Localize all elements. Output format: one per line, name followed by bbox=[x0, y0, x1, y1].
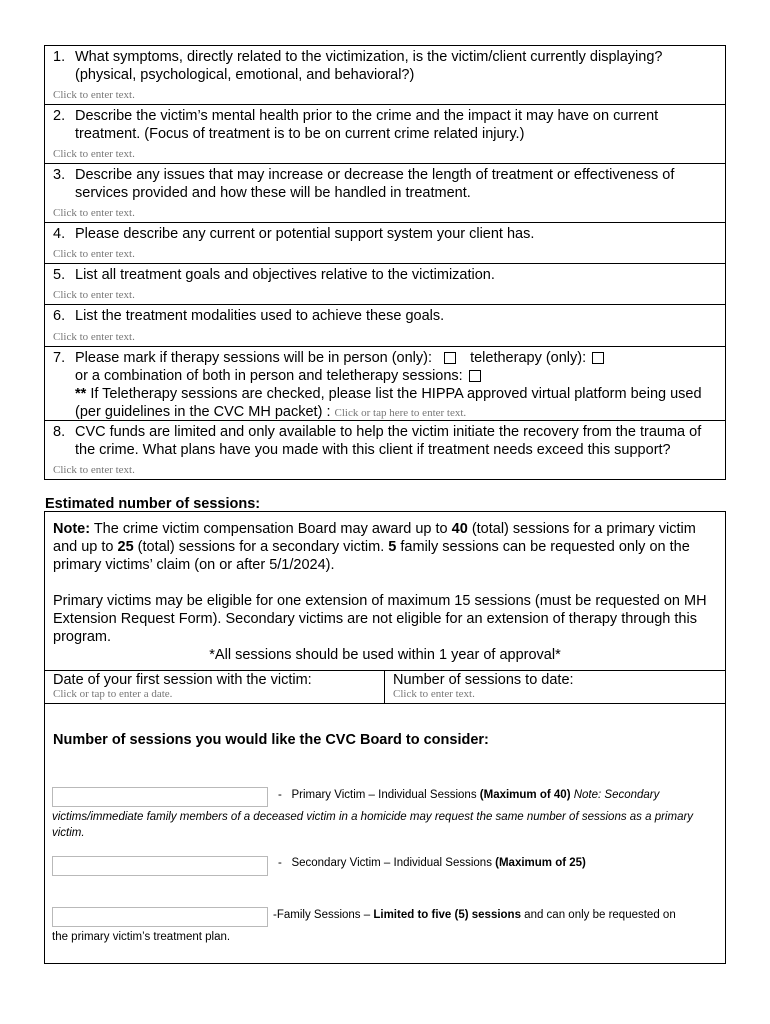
family-label-continued: the primary victim’s treatment plan. bbox=[52, 931, 231, 943]
question-text-teletherapy: teletherapy (only): bbox=[470, 350, 587, 366]
question-number: 1. bbox=[53, 49, 66, 65]
question-text: Describe the victim’s mental health prior to the crime and the impact it may have on current treatment. (Focus of treatment is to be on current crime related injury.) bbox=[75, 108, 659, 142]
family-label-text: and can only be requested on bbox=[520, 909, 676, 921]
family-sessions-label bbox=[273, 907, 676, 923]
question-row-3 bbox=[45, 164, 725, 223]
combination-checkbox[interactable] bbox=[469, 370, 481, 382]
question-row-8 bbox=[45, 421, 725, 479]
sessions-to-date-field[interactable]: Click to enter text. bbox=[393, 688, 475, 700]
question-text: Please describe any current or potential support system your client has. bbox=[75, 226, 535, 242]
answer-field-2[interactable]: Click to enter text. bbox=[53, 148, 135, 160]
question-row-6 bbox=[45, 305, 725, 347]
primary-note-continued: victims/immediate family members of a deceased victim in a homicide may request the same number of sessions as a primary victim. bbox=[52, 811, 694, 839]
answer-field-1[interactable]: Click to enter text. bbox=[53, 89, 135, 101]
question-text: CVC funds are limited and only available to help the victim initiate the recovery from the trauma of the crime. What plans have you made with this client if treatment needs exceed this support? bbox=[75, 424, 702, 458]
secondary-maximum: (Maximum of 25) bbox=[495, 857, 586, 869]
family-sessions-input[interactable] bbox=[52, 907, 268, 927]
first-session-label: Date of your first session with the victim: bbox=[53, 672, 312, 688]
question-text-in-person: Please mark if therapy sessions will be in person (only): bbox=[75, 350, 433, 366]
question-text: Describe any issues that may increase or decrease the length of treatment or effectiveness of services provided and how these will be handled in treatment. bbox=[75, 167, 675, 201]
primary-maximum: (Maximum of 40) bbox=[479, 789, 571, 801]
question-text: List all treatment goals and objectives relative to the victimization. bbox=[75, 267, 495, 283]
note-text: (total) sessions for a secondary victim. bbox=[133, 539, 389, 555]
dash: - bbox=[273, 909, 277, 921]
platform-field[interactable]: Click or tap here to enter text. bbox=[334, 407, 467, 419]
question-row-1 bbox=[45, 46, 725, 105]
question-number: 4. bbox=[53, 226, 66, 242]
question-number: 2. bbox=[53, 108, 66, 124]
note-max-family: 5 bbox=[388, 539, 397, 555]
question-text-platform: If Teletherapy sessions are checked, please list the HIPPA approved virtual platform being used (per guidelines in the CVC MH packet) : bbox=[75, 386, 702, 420]
family-label-text: Family Sessions – bbox=[276, 909, 374, 921]
question-number: 3. bbox=[53, 167, 66, 183]
question-row-5 bbox=[45, 264, 725, 305]
answer-field-6[interactable]: Click to enter text. bbox=[53, 331, 135, 343]
in-person-checkbox[interactable] bbox=[444, 352, 456, 364]
sessions-box bbox=[44, 511, 726, 964]
dash: - bbox=[278, 789, 282, 801]
consider-heading: Number of sessions you would like the CVC Board to consider: bbox=[53, 732, 489, 748]
extension-paragraph: Primary victims may be eligible for one extension of maximum 15 sessions (must be requested on MH Extension Request Form). Secondary victims are not eligible for an extension of therapy through this program. bbox=[53, 593, 707, 645]
primary-sessions-label bbox=[278, 787, 659, 803]
teletherapy-checkbox[interactable] bbox=[592, 352, 604, 364]
questions-table bbox=[44, 45, 726, 480]
note-text: The crime victim compensation Board may award up to bbox=[90, 521, 452, 537]
answer-field-4[interactable]: Click to enter text. bbox=[53, 248, 135, 260]
note-max-primary: 40 bbox=[451, 521, 468, 537]
secondary-sessions-input[interactable] bbox=[52, 856, 268, 876]
secondary-sessions-label bbox=[278, 855, 586, 871]
primary-sessions-input[interactable] bbox=[52, 787, 268, 807]
sessions-heading: Estimated number of sessions: bbox=[45, 496, 261, 512]
question-number: 8. bbox=[53, 424, 66, 440]
secondary-label-text: Secondary Victim – Individual Sessions bbox=[291, 857, 496, 869]
asterisks: ** bbox=[75, 386, 87, 402]
answer-field-5[interactable]: Click to enter text. bbox=[53, 289, 135, 301]
question-number: 6. bbox=[53, 308, 66, 324]
approval-notice: *All sessions should be used within 1 year of approval* bbox=[209, 647, 561, 663]
note-text: family sessions can be requested only on the primary victims’ claim (on or after 5/1/2024). bbox=[53, 539, 690, 573]
primary-note: Note: Secondary bbox=[570, 789, 660, 801]
note-max-secondary: 25 bbox=[117, 539, 134, 555]
question-text: List the treatment modalities used to achieve these goals. bbox=[75, 308, 445, 324]
question-number: 7. bbox=[53, 350, 66, 366]
sessions-note bbox=[45, 512, 725, 671]
question-text: What symptoms, directly related to the victimization, is the victim/client currently displaying? (physical, psychological, emotional, and behavioral?) bbox=[75, 49, 663, 83]
note-text: (total) sessions for a primary victim and up to bbox=[53, 521, 696, 555]
question-row-4 bbox=[45, 223, 725, 264]
question-text-combination: or a combination of both in person and teletherapy sessions: bbox=[75, 368, 463, 384]
dash: - bbox=[278, 857, 282, 869]
note-label: Note: bbox=[53, 521, 91, 537]
question-row-2 bbox=[45, 105, 725, 164]
answer-field-3[interactable]: Click to enter text. bbox=[53, 207, 135, 219]
first-session-date-field[interactable]: Click or tap to enter a date. bbox=[53, 688, 173, 700]
primary-label-text: Primary Victim – Individual Sessions bbox=[291, 789, 480, 801]
answer-field-8[interactable]: Click to enter text. bbox=[53, 464, 135, 476]
question-number: 5. bbox=[53, 267, 66, 283]
family-limit: Limited to five (5) sessions bbox=[373, 909, 521, 921]
sessions-to-date-label: Number of sessions to date: bbox=[393, 672, 574, 688]
question-row-7 bbox=[45, 347, 725, 421]
